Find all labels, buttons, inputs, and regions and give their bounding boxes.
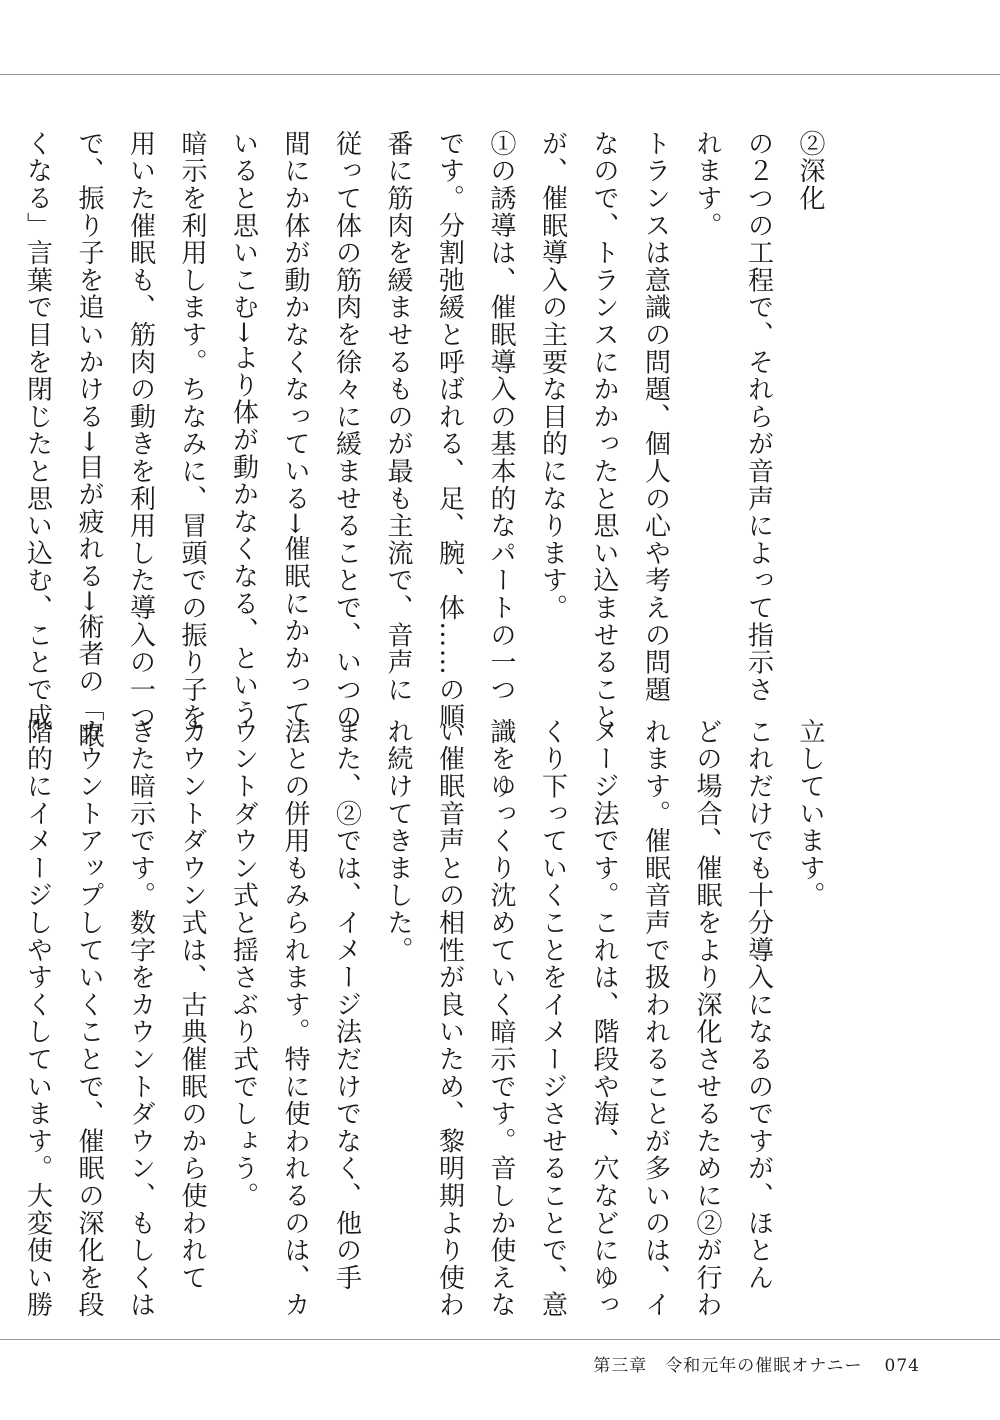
text-line: いると思いこむ→より体が動かなくなる、という xyxy=(228,130,259,727)
lower-text-block xyxy=(22,718,835,1319)
bottom-rule xyxy=(0,1339,1000,1340)
text-line: ②深化 xyxy=(795,130,825,212)
text-line: 暗示を利用します。ちなみに、冒頭での振り子を xyxy=(177,130,207,731)
text-line: ウントダウン式と揺さぶり式でしょう。 xyxy=(228,718,259,1210)
text-line: くなる」言葉で目を閉じたと思い込む、ことで成 xyxy=(22,130,53,731)
page-number: 074 xyxy=(884,1356,920,1376)
text-line: い催眠音声との相性が良いため、黎明期より使わ xyxy=(434,718,465,1319)
text-line: が、催眠導入の主要な目的になります。 xyxy=(537,130,568,622)
text-line: れます。 xyxy=(692,130,722,240)
text-line: どの場合、催眠をより深化させるために②が行わ xyxy=(692,718,722,1319)
text-line: 用いた催眠も、筋肉の動きを利用した導入の一つ xyxy=(125,130,156,731)
text-line: カウントダウン式は、古典催眠のから使われて xyxy=(177,718,207,1292)
top-rule xyxy=(0,74,1000,75)
upper-text-block xyxy=(22,130,835,750)
text-line: トランスは意識の問題、個人の心や考えの問題 xyxy=(640,130,671,704)
text-line: 識をゆっくり沈めていく暗示です。音しか使えな xyxy=(486,718,516,1319)
text-line: これだけでも十分導入になるのですが、ほとん xyxy=(743,718,774,1292)
text-line: また、②では、イメージ法だけでなく、他の手 xyxy=(331,718,362,1292)
text-line: で、振り子を追いかける→目が疲れる→術者の「眠 xyxy=(74,130,104,750)
text-line: ①の誘導は、催眠導入の基本的なパートの一つ xyxy=(486,130,516,704)
chapter-title: 第三章 令和元年の催眠オナニー xyxy=(593,1356,863,1376)
text-line: なので、トランスにかかったと思い込ませること xyxy=(589,130,619,731)
text-line: 番に筋肉を緩ませるものが最も主流で、音声に xyxy=(383,130,413,704)
text-line: くり下っていくことをイメージさせることで、意 xyxy=(537,718,568,1319)
text-line: 従って体の筋肉を徐々に緩ませることで、いつの xyxy=(331,130,362,731)
text-line: 階的にイメージしやすくしています。大変使い勝 xyxy=(22,718,53,1319)
text-line: れ続けてきました。 xyxy=(383,718,413,964)
page-footer xyxy=(593,1351,920,1376)
text-line: きた暗示です。数字をカウントダウン、もしくは xyxy=(125,718,156,1319)
text-line: 間にか体が動かなくなっている→催眠にかかって xyxy=(280,130,310,727)
text-line: 立しています。 xyxy=(795,718,825,910)
text-line: です。分割弛緩と呼ばれる、足、腕、体……の順 xyxy=(434,130,465,731)
text-line: の２つの工程で、それらが音声によって指示さ xyxy=(743,130,774,704)
text-line: 法との併用もみられます。特に使われるのは、カ xyxy=(280,718,310,1319)
text-line: カウントアップしていくことで、催眠の深化を段 xyxy=(74,718,104,1319)
text-line: メージ法です。これは、階段や海、穴などにゆっ xyxy=(589,718,619,1319)
text-line: れます。催眠音声で扱われることが多いのは、イ xyxy=(640,718,671,1319)
